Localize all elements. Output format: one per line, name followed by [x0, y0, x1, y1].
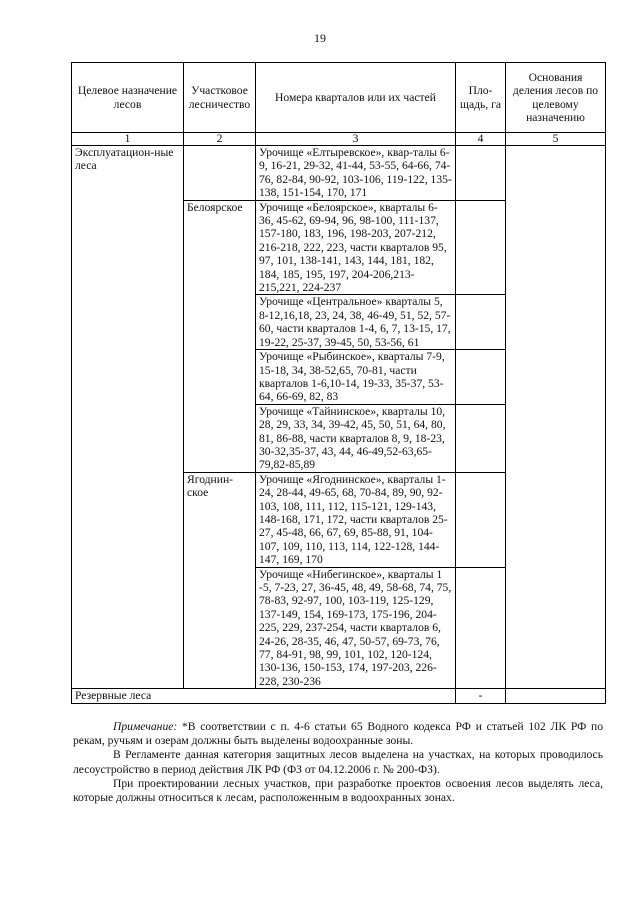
header-area: Пло-щадь, га	[456, 63, 506, 133]
quarters-cell: Урочище «Центральное» кварталы 5, 8-12,16,18, 23, 24, 38, 46-49, 51, 52, 57-60, части кварталов 1-4, 6, 7, 13-15, 17, 19-22, 25-37, 39-45, 50, 53-56, 61	[256, 295, 456, 350]
forest-table	[71, 62, 606, 704]
area-cell	[456, 567, 506, 689]
area-cell	[456, 404, 506, 472]
quarters-cell: Урочище «Рыбинское», кварталы 7-9, 15-18, 34, 38-52,65, 70-81, части кварталов 1-6,10-14, 19-33, 35-37, 53-64, 66-69, 82, 83	[256, 350, 456, 405]
header-purpose: Целевое назначение лесов	[72, 63, 184, 133]
note-paragraph: В Регламенте данная категория защитных лесов выделена на участках, на которых проводилось лесоустройство в период действия ЛК РФ (ФЗ от 04.12.2006 г. № 200-ФЗ).	[73, 748, 603, 776]
quarters-cell: Урочище «Ягоднинское», кварталы 1-24, 28-44, 49-65, 68, 70-84, 89, 90, 92-103, 108, 111, 112, 115-121, 129-143, 148-168, 171, 172, части кварталов 25-27, 45-48, 66, 67, 69, 85-88, 91, 104-107, 109, 110, 113, 114, 122-128, 144-147, 169, 170	[256, 472, 456, 567]
note-block	[73, 720, 603, 805]
table-header-row	[72, 63, 606, 133]
note-text: *В соответствии с п. 4-6 статьи 65 Водного кодекса РФ и статьей 102 ЛК РФ по рекам, ручьям и озерам должны быть выделены водоохранные зоны.	[73, 720, 603, 748]
area-cell	[456, 295, 506, 350]
basis-cell	[506, 146, 606, 689]
page-number: 19	[314, 31, 326, 45]
reserve-forest-cell: Резервные леса	[72, 689, 456, 703]
area-cell	[456, 200, 506, 295]
forestry-cell: Ягоднин-ское	[184, 472, 256, 689]
header-forestry: Участковое лесничество	[184, 63, 256, 133]
column-number: 5	[506, 133, 606, 146]
purpose-cell: Эксплуатацион-ные леса	[72, 146, 184, 689]
column-number: 2	[184, 133, 256, 146]
column-number: 4	[456, 133, 506, 146]
note-paragraph	[73, 720, 603, 748]
forestry-cell: Белоярское	[184, 200, 256, 472]
column-number-row	[72, 133, 606, 146]
area-cell	[456, 472, 506, 567]
reserve-basis-cell	[506, 689, 606, 703]
header-quarters: Номера кварталов или их частей	[256, 63, 456, 133]
reserve-area-cell: -	[456, 689, 506, 703]
note-paragraph: При проектировании лесных участков, при разработке проектов освоения лесов выделять леса, которые должны относиться к лесам, расположенным в водоохранных зонах.	[73, 776, 603, 805]
quarters-cell: Урочище «Нибегинское», кварталы 1 -5, 7-23, 27, 36-45, 48, 49, 58-68, 74, 75, 78-83, 92-97, 100, 103-119, 125-129, 137-149, 154, 169-173, 175-196, 204-225, 229, 237-254, части кварталов 6, 24-26, 28-35, 46, 47, 50-57, 69-73, 76, 77, 84-91, 98, 99, 101, 102, 120-124, 130-136, 150-153, 174, 197-203, 226-228, 230-236	[256, 567, 456, 689]
column-number: 3	[256, 133, 456, 146]
table-row	[72, 689, 606, 703]
forestry-cell	[184, 146, 256, 201]
quarters-cell: Урочище «Белоярское», кварталы 6-36, 45-62, 69-94, 96, 98-100, 111-137, 157-180, 183, 196, 198-203, 207-212, 216-218, 222, 223, части кварталов 95, 97, 101, 138-141, 143, 144, 181, 182, 184, 185, 195, 197, 204-206,213-215,221, 224-237	[256, 200, 456, 295]
quarters-cell: Урочище «Елтыревское», квар-талы 6-9, 16-21, 29-32, 41-44, 53-55, 64-66, 74-76, 82-84, 90-92, 103-106, 119-122, 135-138, 151-154, 170, 171	[256, 146, 456, 201]
note-label: Примечание:	[113, 720, 178, 733]
area-cell	[456, 350, 506, 405]
header-basis: Основания деления лесов по целевому назначению	[506, 63, 606, 133]
table-row	[72, 146, 606, 201]
area-cell	[456, 146, 506, 201]
quarters-cell: Урочище «Тайнинское», кварталы 10, 28, 29, 33, 34, 39-42, 45, 50, 51, 64, 80, 81, 86-88, части кварталов 8, 9, 18-23, 30-32,35-37, 43, 44, 46-49,52-63,65-79,82-85,89	[256, 404, 456, 472]
column-number: 1	[72, 133, 184, 146]
